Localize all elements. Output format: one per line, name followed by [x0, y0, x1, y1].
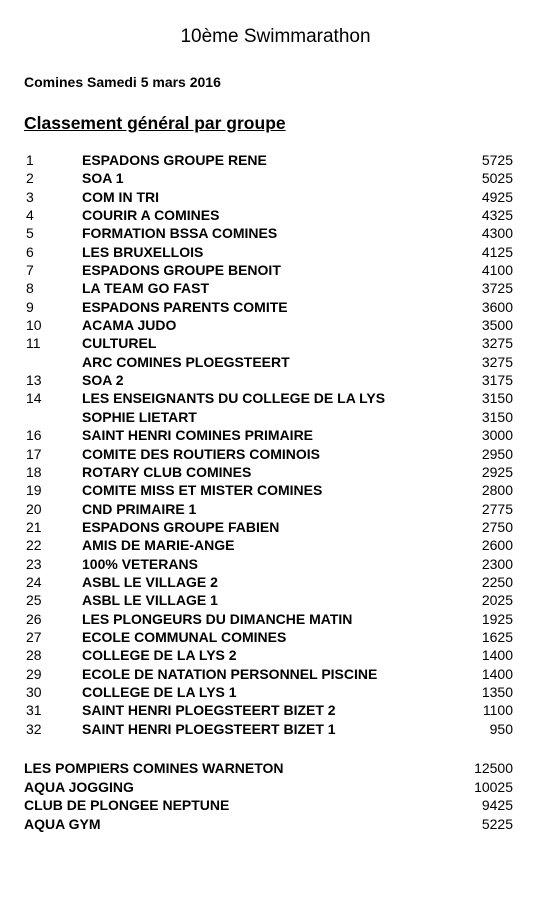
ranking-name: SOPHIE LIETART [82, 408, 197, 425]
ranking-score: 2925 [481, 463, 513, 480]
ranking-name: LES PLONGEURS DU DIMANCHE MATIN [82, 610, 353, 627]
ranking-name: ASBL LE VILLAGE 1 [82, 592, 218, 609]
ranking-row [0, 463, 551, 481]
ranking-name: SOA 2 [82, 372, 124, 389]
ranking-score: 5025 [481, 170, 513, 187]
ranking-score: 4325 [481, 207, 513, 224]
extra-groups-list [0, 759, 551, 833]
ranking-row [0, 279, 551, 297]
ranking-score: 4925 [481, 188, 513, 205]
ranking-rank: 13 [26, 372, 42, 389]
ranking-score: 3275 [481, 335, 513, 352]
section-heading: Classement général par groupe [24, 113, 286, 133]
ranking-row [0, 591, 551, 609]
ranking-row [0, 389, 551, 407]
extra-group-name: AQUA JOGGING [24, 778, 134, 795]
ranking-rank: 28 [26, 647, 42, 664]
ranking-name: LES ENSEIGNANTS DU COLLEGE DE LA LYS [82, 390, 386, 407]
ranking-name: ESPADONS GROUPE RENE [82, 152, 267, 168]
ranking-name: ESPADONS GROUPE FABIEN [82, 518, 280, 535]
ranking-list [0, 151, 551, 738]
ranking-row [0, 500, 551, 518]
ranking-score: 1400 [481, 647, 513, 664]
ranking-name: ROTARY CLUB COMINES [82, 463, 252, 480]
ranking-row [0, 426, 551, 444]
ranking-name: COLLEGE DE LA LYS 1 [82, 683, 237, 700]
ranking-rank: 6 [26, 243, 34, 260]
ranking-rank: 20 [26, 500, 42, 517]
ranking-rank: 32 [26, 720, 42, 737]
document-title: 10ème Swimmarathon [180, 26, 371, 47]
ranking-name: COMITE DES ROUTIERS COMINOIS [82, 445, 321, 462]
ranking-rank: 30 [26, 683, 42, 700]
ranking-name: ASBL LE VILLAGE 2 [82, 573, 218, 590]
ranking-name: ECOLE COMMUNAL COMINES [82, 628, 287, 645]
extra-group-score: 12500 [474, 760, 513, 776]
ranking-row [0, 408, 551, 426]
ranking-row [0, 518, 551, 536]
ranking-rank: 3 [26, 188, 34, 205]
ranking-score: 2250 [481, 573, 513, 590]
ranking-score: 2800 [481, 482, 513, 499]
ranking-name: AMIS DE MARIE-ANGE [82, 537, 235, 554]
ranking-score: 2600 [481, 537, 513, 554]
ranking-row [0, 188, 551, 206]
ranking-name: COURIR A COMINES [82, 207, 220, 224]
ranking-score: 3725 [481, 280, 513, 297]
ranking-name: FORMATION BSSA COMINES [82, 225, 278, 242]
ranking-name: ACAMA JUDO [82, 317, 177, 334]
ranking-name: ECOLE DE NATATION PERSONNEL PISCINE [82, 665, 378, 682]
ranking-row [0, 371, 551, 389]
ranking-row [0, 628, 551, 646]
ranking-rank: 19 [26, 482, 42, 499]
ranking-rank: 4 [26, 207, 34, 224]
ranking-score: 4300 [481, 225, 513, 242]
ranking-name: ARC COMINES PLOEGSTEERT [82, 353, 290, 370]
ranking-rank: 5 [26, 225, 34, 242]
ranking-rank: 1 [26, 152, 34, 168]
event-date-location: Comines Samedi 5 mars 2016 [24, 74, 221, 90]
ranking-rank: 18 [26, 463, 42, 480]
ranking-rank: 7 [26, 262, 34, 279]
ranking-name: COM IN TRI [82, 188, 159, 205]
ranking-score: 1400 [481, 665, 513, 682]
ranking-name: LA TEAM GO FAST [82, 280, 210, 297]
ranking-rank: 16 [26, 427, 42, 444]
ranking-row [0, 169, 551, 187]
ranking-name: SAINT HENRI PLOEGSTEERT BIZET 2 [82, 702, 336, 719]
ranking-rank: 9 [26, 298, 34, 315]
ranking-rank: 31 [26, 702, 42, 719]
ranking-score: 1100 [482, 702, 513, 719]
ranking-score: 3600 [481, 298, 513, 315]
ranking-score: 5725 [481, 152, 513, 168]
ranking-row [0, 243, 551, 261]
extra-group-row [0, 759, 551, 778]
ranking-row [0, 683, 551, 701]
ranking-name: SOA 1 [82, 170, 124, 187]
ranking-score: 2300 [481, 555, 513, 572]
ranking-score: 3175 [481, 372, 513, 389]
extra-group-name: CLUB DE PLONGEE NEPTUNE [24, 797, 230, 813]
ranking-row [0, 610, 551, 628]
ranking-row [0, 298, 551, 316]
ranking-row [0, 481, 551, 499]
ranking-score: 2950 [481, 445, 513, 462]
ranking-rank: 8 [26, 280, 34, 297]
ranking-rank: 27 [26, 628, 42, 645]
ranking-rank: 11 [26, 335, 41, 352]
ranking-score: 1625 [481, 628, 513, 645]
ranking-row [0, 555, 551, 573]
ranking-name: COLLEGE DE LA LYS 2 [82, 647, 237, 664]
ranking-name: ESPADONS GROUPE BENOIT [82, 262, 281, 279]
extra-group-row [0, 778, 551, 797]
extra-group-name: AQUA GYM [24, 815, 101, 832]
extra-group-score: 5225 [481, 815, 513, 832]
ranking-name: COMITE MISS ET MISTER COMINES [82, 482, 323, 499]
ranking-row [0, 665, 551, 683]
ranking-rank: 26 [26, 610, 42, 627]
ranking-row [0, 720, 551, 738]
ranking-rank: 14 [26, 390, 42, 407]
ranking-name: LES BRUXELLOIS [82, 243, 204, 260]
ranking-score: 4100 [481, 262, 513, 279]
ranking-score: 950 [489, 720, 513, 737]
ranking-score: 2775 [481, 500, 513, 517]
ranking-row [0, 536, 551, 554]
ranking-score: 3150 [481, 390, 513, 407]
ranking-rank: 25 [26, 592, 42, 609]
ranking-score: 2025 [481, 592, 513, 609]
ranking-row [0, 701, 551, 719]
ranking-name: CND PRIMAIRE 1 [82, 500, 197, 517]
ranking-score: 3500 [481, 317, 513, 334]
ranking-rank: 17 [26, 445, 42, 462]
ranking-score: 1925 [481, 610, 513, 627]
ranking-rank: 24 [26, 573, 42, 590]
ranking-score: 1350 [481, 683, 513, 700]
ranking-row [0, 646, 551, 664]
extra-group-score: 10025 [474, 778, 513, 795]
ranking-rank: 10 [26, 317, 42, 334]
extra-group-name: LES POMPIERS COMINES WARNETON [24, 760, 284, 776]
ranking-name: ESPADONS PARENTS COMITE [82, 298, 288, 315]
ranking-row [0, 261, 551, 279]
ranking-name: SAINT HENRI COMINES PRIMAIRE [82, 427, 314, 444]
ranking-score: 3150 [481, 408, 513, 425]
ranking-rank: 2 [26, 170, 34, 187]
ranking-row [0, 316, 551, 334]
extra-group-score: 9425 [481, 797, 513, 813]
ranking-row [0, 224, 551, 242]
ranking-row [0, 334, 551, 352]
ranking-row [0, 445, 551, 463]
ranking-score: 3275 [481, 353, 513, 370]
ranking-row [0, 353, 551, 371]
ranking-rank: 21 [26, 518, 42, 535]
ranking-rank: 23 [26, 555, 42, 572]
ranking-row [0, 206, 551, 224]
ranking-score: 4125 [481, 243, 513, 260]
ranking-rank: 29 [26, 665, 42, 682]
ranking-row [0, 573, 551, 591]
ranking-row [0, 151, 551, 169]
ranking-rank: 22 [26, 537, 42, 554]
ranking-name: 100% VETERANS [82, 555, 198, 572]
ranking-name: CULTUREL [82, 335, 157, 352]
ranking-score: 3000 [481, 427, 513, 444]
extra-group-row [0, 815, 551, 834]
ranking-name: SAINT HENRI PLOEGSTEERT BIZET 1 [82, 720, 336, 737]
ranking-score: 2750 [481, 518, 513, 535]
extra-group-row [0, 796, 551, 815]
